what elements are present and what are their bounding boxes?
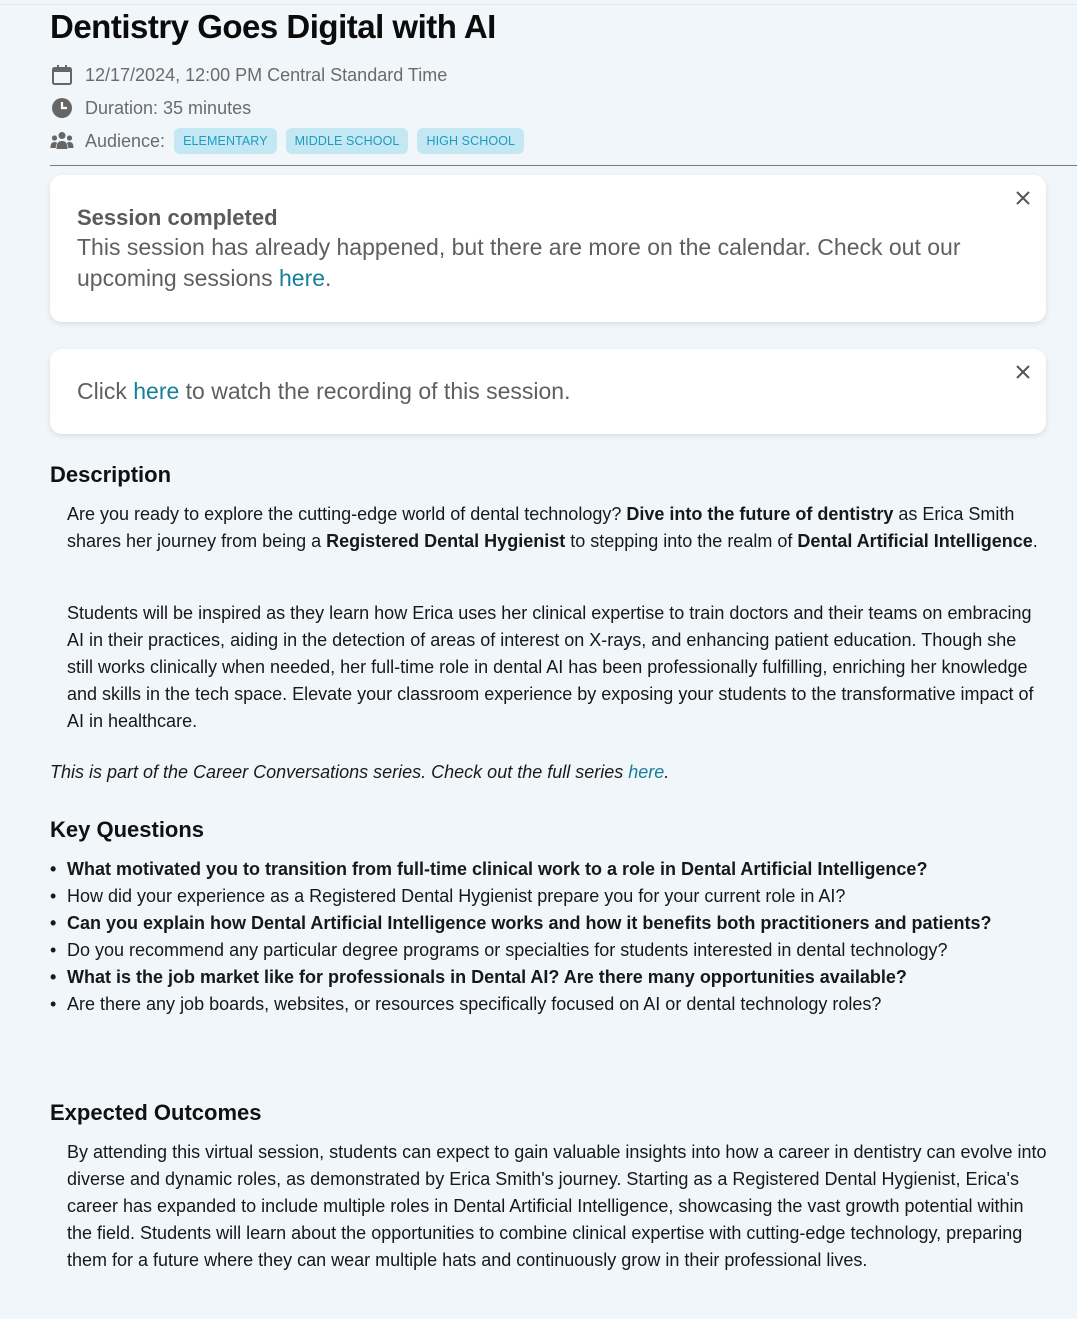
watch-recording-link[interactable]: here [133,378,180,404]
page-title: Dentistry Goes Digital with AI [50,8,496,45]
list-item: • What motivated you to transition from full-time clinical work to a role in Dental Artificial Intelligence? [67,856,1047,883]
description-paragraph-2: Students will be inspired as they learn how Erica uses her clinical expertise to train doctors and their teams on embracing AI in their practices, aiding in the detection of areas of interest on X-rays, and enhancing patient education. Though she still works clinically when needed, her full-time role in dental AI has been professionally fulfilling, enriching her knowledge and skills in the tech space. Elevate your classroom experience by exposing your students to the transformative impact of AI in healthcare. [67,603,1034,731]
series-link[interactable]: here [628,762,665,782]
people-group-icon [50,129,74,153]
series-note: This is part of the Career Conversations series. Check out the full series here. [50,762,670,782]
session-audience [50,129,524,153]
recording-alert [50,349,1046,434]
expected-outcomes-paragraph: By attending this virtual session, students can expect to gain valuable insights into how a career in dentistry can evolve into diverse and dynamic roles, as demonstrated by Erica Smith's journey. Starting as a Registered Dental Hygienist, Erica's career has expanded to include multiple roles in Dental Artificial Intelligence, showcasing the vast growth potential within the field. Students will learn about the opportunities to combine clinical expertise with cutting-edge technology, preparing them for a future where they can wear multiple hats and continuously grow in their professional lives. [67,1142,1047,1270]
header-divider [50,165,1077,166]
upcoming-sessions-link[interactable]: here [279,265,326,291]
list-item: • What is the job market like for professionals in Dental AI? Are there many opportunities available? [67,964,1047,991]
list-item: • Can you explain how Dental Artificial Intelligence works and how it benefits both practitioners and patients? [67,910,1047,937]
expected-outcomes-heading: Expected Outcomes [50,1100,262,1125]
recording-message: Click here to watch the recording of this session. [77,378,571,404]
duration-text: Duration: 35 minutes [85,97,252,118]
session-datetime [50,63,447,87]
clock-icon [50,96,74,120]
list-item: • Are there any job boards, websites, or resources specifically focused on AI or dental technology roles? [67,991,1047,1018]
key-questions-list [67,856,1047,1018]
key-questions-heading: Key Questions [50,817,205,842]
description-heading: Description [50,462,172,487]
audience-chip-high-school: HIGH SCHOOL [417,128,524,154]
top-border [0,4,1077,5]
close-icon[interactable] [1014,363,1032,381]
session-completed-alert [50,175,1046,322]
datetime-text: 12/17/2024, 12:00 PM Central Standard Time [85,64,448,85]
list-item: • How did your experience as a Registered Dental Hygienist prepare you for your current role in AI? [67,883,1047,910]
audience-chip-elementary: ELEMENTARY [174,128,277,154]
alert-message: This session has already happened, but there are more on the calendar. Check out our upcoming sessions here. [77,234,961,291]
description-paragraph-1: Are you ready to explore the cutting-edge world of dental technology? Dive into the future of dentistry as Erica Smith shares her journey from being a Registered Dental Hygienist to stepping into the realm of Dental Artificial Intelligence. [67,504,1038,551]
alert-title: Session completed [77,205,278,230]
calendar-icon [50,63,74,87]
list-item: • Do you recommend any particular degree programs or specialties for students interested in dental technology? [67,937,1047,964]
session-duration [50,96,251,120]
audience-chip-middle-school: MIDDLE SCHOOL [286,128,409,154]
audience-label: Audience: [85,130,166,151]
